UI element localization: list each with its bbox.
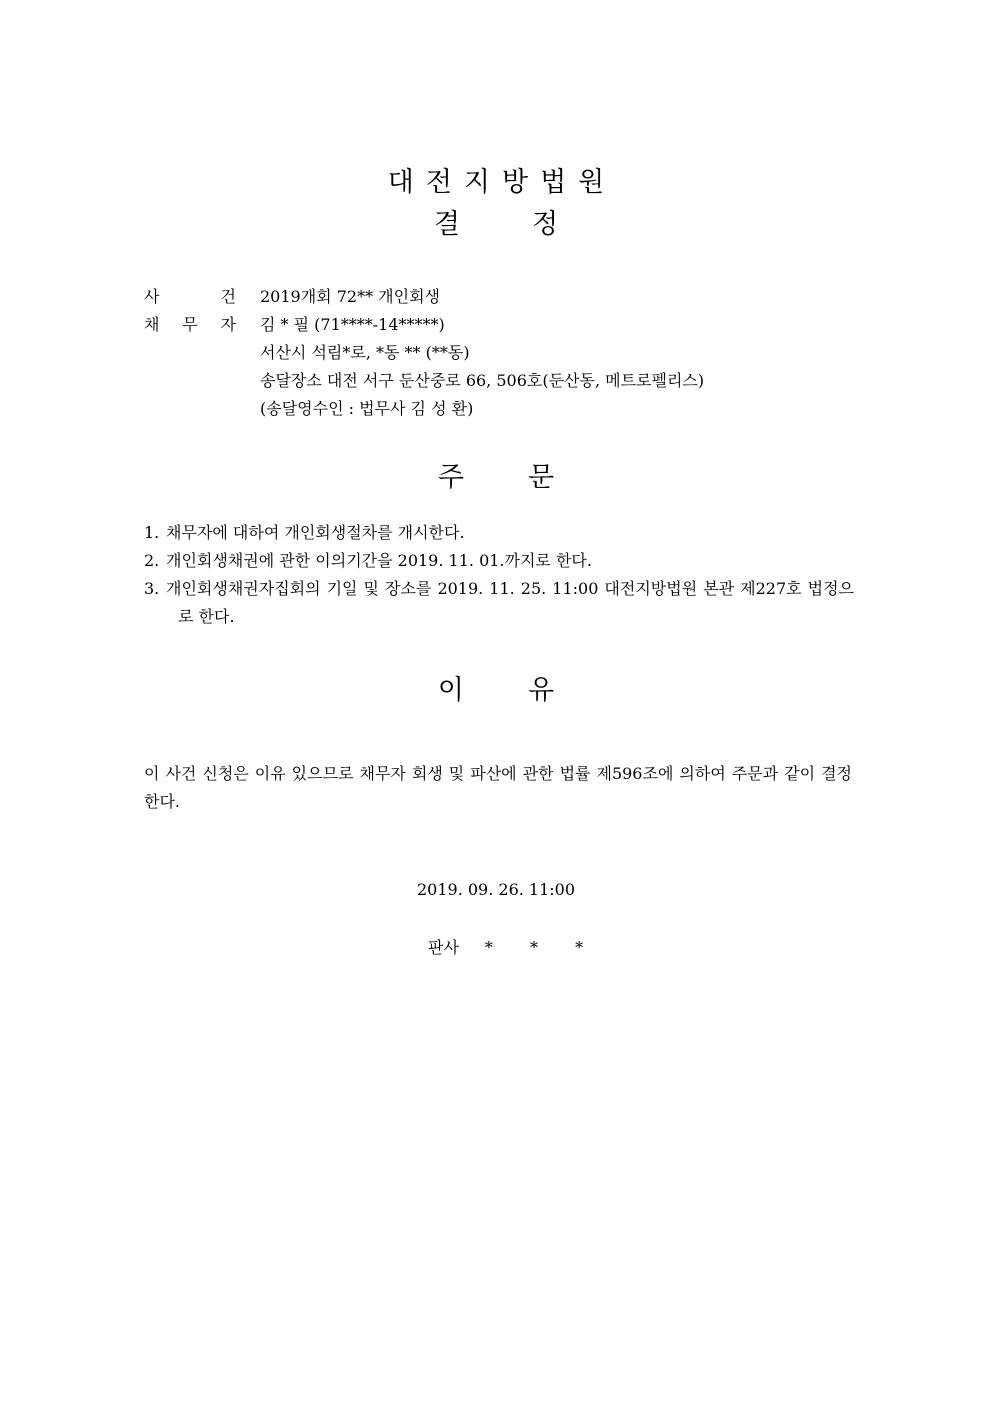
service-recipient: (송달영수인 : 법무사 김 성 환) [260,399,474,418]
judge-signature-line [428,935,599,958]
order-text: 개인회생채권에 관한 이의기간을 2019. 11. 01.까지로 한다. [166,551,592,570]
order-number: 1. [144,523,160,542]
order-number: 3. [144,579,160,598]
reason-text: 이 사건 신청은 이유 있으므로 채무자 회생 및 파산에 관한 법률 제596조에 의하여 주문과 같이 결정한다. [144,764,852,811]
order-heading: 주문 [437,462,619,493]
order-text: 개인회생채권자집회의 기일 및 장소를 2019. 11. 25. 11:00 대전지방법원 본관 제227호 법정으로 한다. [166,579,854,626]
document-type-title: 결정 [433,209,631,240]
order-list [144,519,854,631]
debtor-label: 채 무 자 [144,315,236,334]
order-number: 2. [144,551,160,570]
case-label: 사 건 [144,287,236,306]
reason-heading: 이유 [437,675,619,706]
decision-date: 2019. 09. 26. 11:00 [416,880,576,899]
court-name: 대전지방법원 [387,167,617,198]
service-place: 송달장소 대전 서구 둔산중로 66, 506호(둔산동, 메트로펠리스) [260,371,705,390]
debtor-address: 서산시 석림*로, *동 ** (**동) [260,343,470,362]
case-number: 2019개회 72** 개인회생 [260,287,440,306]
order-item [144,547,854,575]
order-item [144,519,854,547]
judge-name: * * * [484,938,600,957]
debtor-name: 김 * 필 (71****-14*****) [260,315,445,334]
order-item [144,575,854,631]
order-text: 채무자에 대하여 개인회생절차를 개시한다. [166,523,465,542]
judge-label: 판사 [428,938,459,957]
